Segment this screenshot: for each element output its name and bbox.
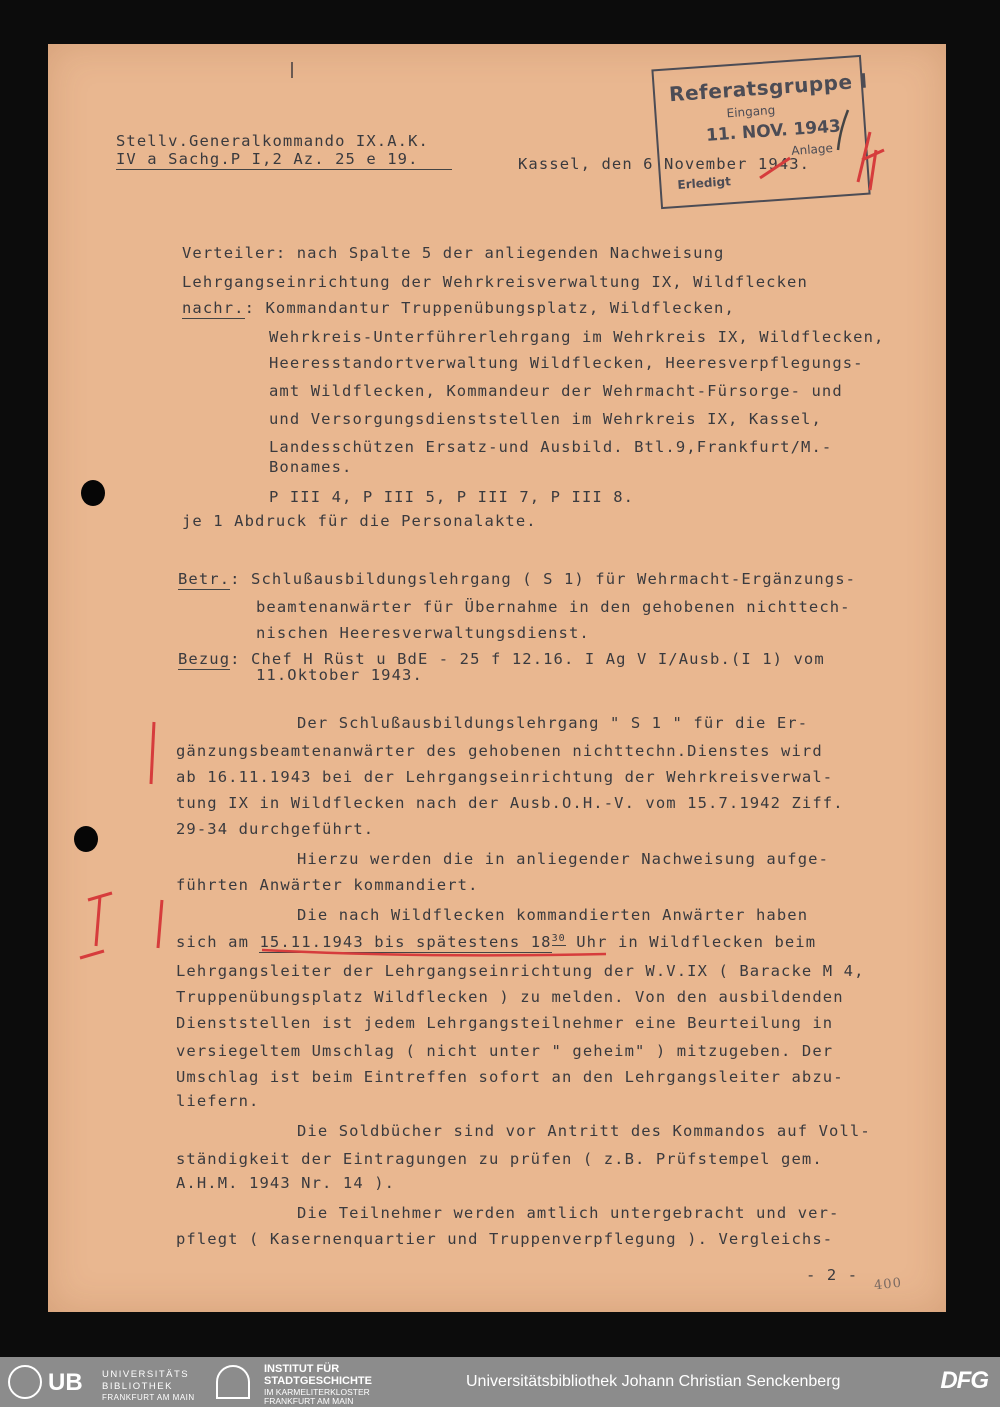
verteiler-line-2: Lehrgangseinrichtung der Wehrkreisverwaltung IX, Wildflecken bbox=[182, 273, 808, 291]
ub-line-3: FRANKFURT AM MAIN bbox=[102, 1393, 195, 1402]
pencil-note: 400 bbox=[873, 1275, 903, 1294]
body-p3-line: Dienststellen ist jedem Lehrgangsteilnehmer eine Beurteilung in bbox=[176, 1014, 834, 1032]
bezug-line-2: 11.Oktober 1943. bbox=[256, 666, 423, 684]
nachr-label: nachr. bbox=[182, 299, 245, 317]
dfg-logo: DFG bbox=[940, 1367, 988, 1394]
body-p1-line: gänzungsbeamtenanwärter des gehobenen nichttechn.Dienstes wird bbox=[176, 742, 823, 760]
institut-line-2: STADTGESCHICHTE bbox=[264, 1375, 372, 1387]
ub-seal-icon bbox=[8, 1365, 42, 1399]
nachr-first: : Kommandantur Truppenübungsplatz, Wildflecken, bbox=[244, 299, 735, 317]
ub-line-2: BIBLIOTHEK bbox=[102, 1381, 173, 1392]
sender-line-1: Stellv.Generalkommando IX.A.K. bbox=[116, 132, 429, 150]
verteiler-addressee: Heeresstandortverwaltung Wildflecken, Heeresverpflegungs- bbox=[269, 354, 864, 372]
stamp-date: 11. NOV. 1943 bbox=[705, 116, 842, 146]
bezug-text: : Chef H Rüst u BdE - 25 f 12.16. I Ag V I/Ausb.(I 1) vom bbox=[230, 650, 825, 668]
verteiler-addressee: P III 4, P III 5, P III 7, P III 8. bbox=[269, 488, 635, 506]
ub-line-1: UNIVERSITÄTS bbox=[102, 1369, 190, 1380]
footer-bar bbox=[0, 1357, 1000, 1407]
deadline-underlined: 15.11.1943 bis spätestens 18 bbox=[259, 933, 552, 952]
verteiler-addressee: Bonames. bbox=[269, 458, 353, 476]
verteiler-addressee: und Versorgungsdienststellen im Wehrkreis IX, Kassel, bbox=[269, 410, 822, 428]
institut-line-1: INSTITUT FÜR bbox=[264, 1363, 340, 1375]
verteiler-addressee: amt Wildflecken, Kommandeur der Wehrmacht-Fürsorge- und bbox=[269, 382, 843, 400]
body-p1-line: Der Schlußausbildungslehrgang " S 1 " für die Er- bbox=[297, 714, 809, 732]
p3-suffix: Uhr in Wildflecken beim bbox=[565, 933, 817, 952]
body-p3-line: versiegeltem Umschlag ( nicht unter " geheim" ) mitzugeben. Der bbox=[176, 1042, 834, 1060]
verteiler-addressee: Wehrkreis-Unterführerlehrgang im Wehrkreis IX, Wildflecken, bbox=[269, 328, 885, 346]
next-page-marker: - 2 - bbox=[806, 1266, 859, 1284]
institut-line-4: FRANKFURT AM MAIN bbox=[264, 1396, 354, 1406]
body-p4-line: Die Soldbücher sind vor Antritt des Kommandos auf Voll- bbox=[297, 1122, 871, 1140]
place-date: Kassel, den 6 November 1943. bbox=[518, 155, 811, 173]
institut-line-3: IM KARMELITERKLOSTER bbox=[264, 1387, 370, 1397]
verteiler-line-1: Verteiler: nach Spalte 5 der anliegenden Nachweisung bbox=[182, 244, 725, 262]
institut-logo bbox=[216, 1363, 456, 1406]
betr-text: : Schlußausbildungslehrgang ( S 1) für Wehrmacht-Ergänzungs- bbox=[230, 570, 857, 588]
body-p3-line: Lehrgangsleiter der Lehrgangseinrichtung der W.V.IX ( Baracke M 4, bbox=[176, 962, 865, 980]
ub-logo bbox=[8, 1365, 208, 1401]
body-p4-line: A.H.M. 1943 Nr. 14 ). bbox=[176, 1174, 396, 1192]
verteiler-je: je 1 Abdruck für die Personalakte. bbox=[182, 512, 537, 530]
body-p3-line: liefern. bbox=[176, 1092, 260, 1110]
body-p2-line: Hierzu werden die in anliegender Nachweisung aufge- bbox=[297, 850, 830, 868]
body-p3-line: Umschlag ist beim Eintreffen sofort an den Lehrgangsleiter abzu- bbox=[176, 1068, 844, 1086]
stamp-eingang: Eingang bbox=[726, 102, 776, 121]
verteiler-addressee: Landesschützen Ersatz-und Ausbild. Btl.9,Frankfurt/M.- bbox=[269, 438, 833, 456]
body-p1-line: ab 16.11.1943 bei der Lehrgangseinrichtung der Wehrkreisverwal- bbox=[176, 768, 834, 786]
betr-line-3: nischen Heeresverwaltungsdienst. bbox=[256, 624, 590, 642]
betr-label: Betr. bbox=[178, 570, 231, 588]
ub-mark: UB bbox=[48, 1369, 83, 1396]
body-p1-line: tung IX in Wildflecken nach der Ausb.O.H.-V. vom 15.7.1942 Ziff. bbox=[176, 794, 844, 812]
bezug-label: Bezug bbox=[178, 650, 231, 668]
body-p4-line: ständigkeit der Eintragungen zu prüfen ( z.B. Prüfstempel gem. bbox=[176, 1150, 823, 1168]
body-p2-line: führten Anwärter kommandiert. bbox=[176, 876, 479, 894]
stamp-title: Referatsgruppe I bbox=[668, 68, 869, 107]
institut-arch-icon bbox=[216, 1365, 250, 1399]
body-p5-line: pflegt ( Kasernenquartier und Truppenverpflegung ). Vergleichs- bbox=[176, 1230, 834, 1248]
deadline-minutes: 30 bbox=[551, 933, 566, 944]
stamp-anlage: Anlage bbox=[790, 141, 834, 158]
stamp-erledigt: Erledigt bbox=[677, 174, 732, 192]
library-name: Universitätsbibliothek Johann Christian Senckenberg bbox=[466, 1373, 841, 1390]
p3-prefix: sich am bbox=[176, 933, 260, 952]
body-p5-line: Die Teilnehmer werden amtlich untergebracht und ver- bbox=[297, 1204, 840, 1222]
body-p3-line: Truppenübungsplatz Wildflecken ) zu melden. Von den ausbildenden bbox=[176, 988, 844, 1006]
body-p3-line: Die nach Wildflecken kommandierten Anwärter haben bbox=[297, 906, 809, 924]
sender-line-2: IV a Sachg.P I,2 Az. 25 e 19. bbox=[116, 152, 452, 170]
body-p1-line: 29-34 durchgeführt. bbox=[176, 820, 375, 838]
betr-line-2: beamtenanwärter für Übernahme in den gehobenen nichttech- bbox=[256, 598, 851, 616]
